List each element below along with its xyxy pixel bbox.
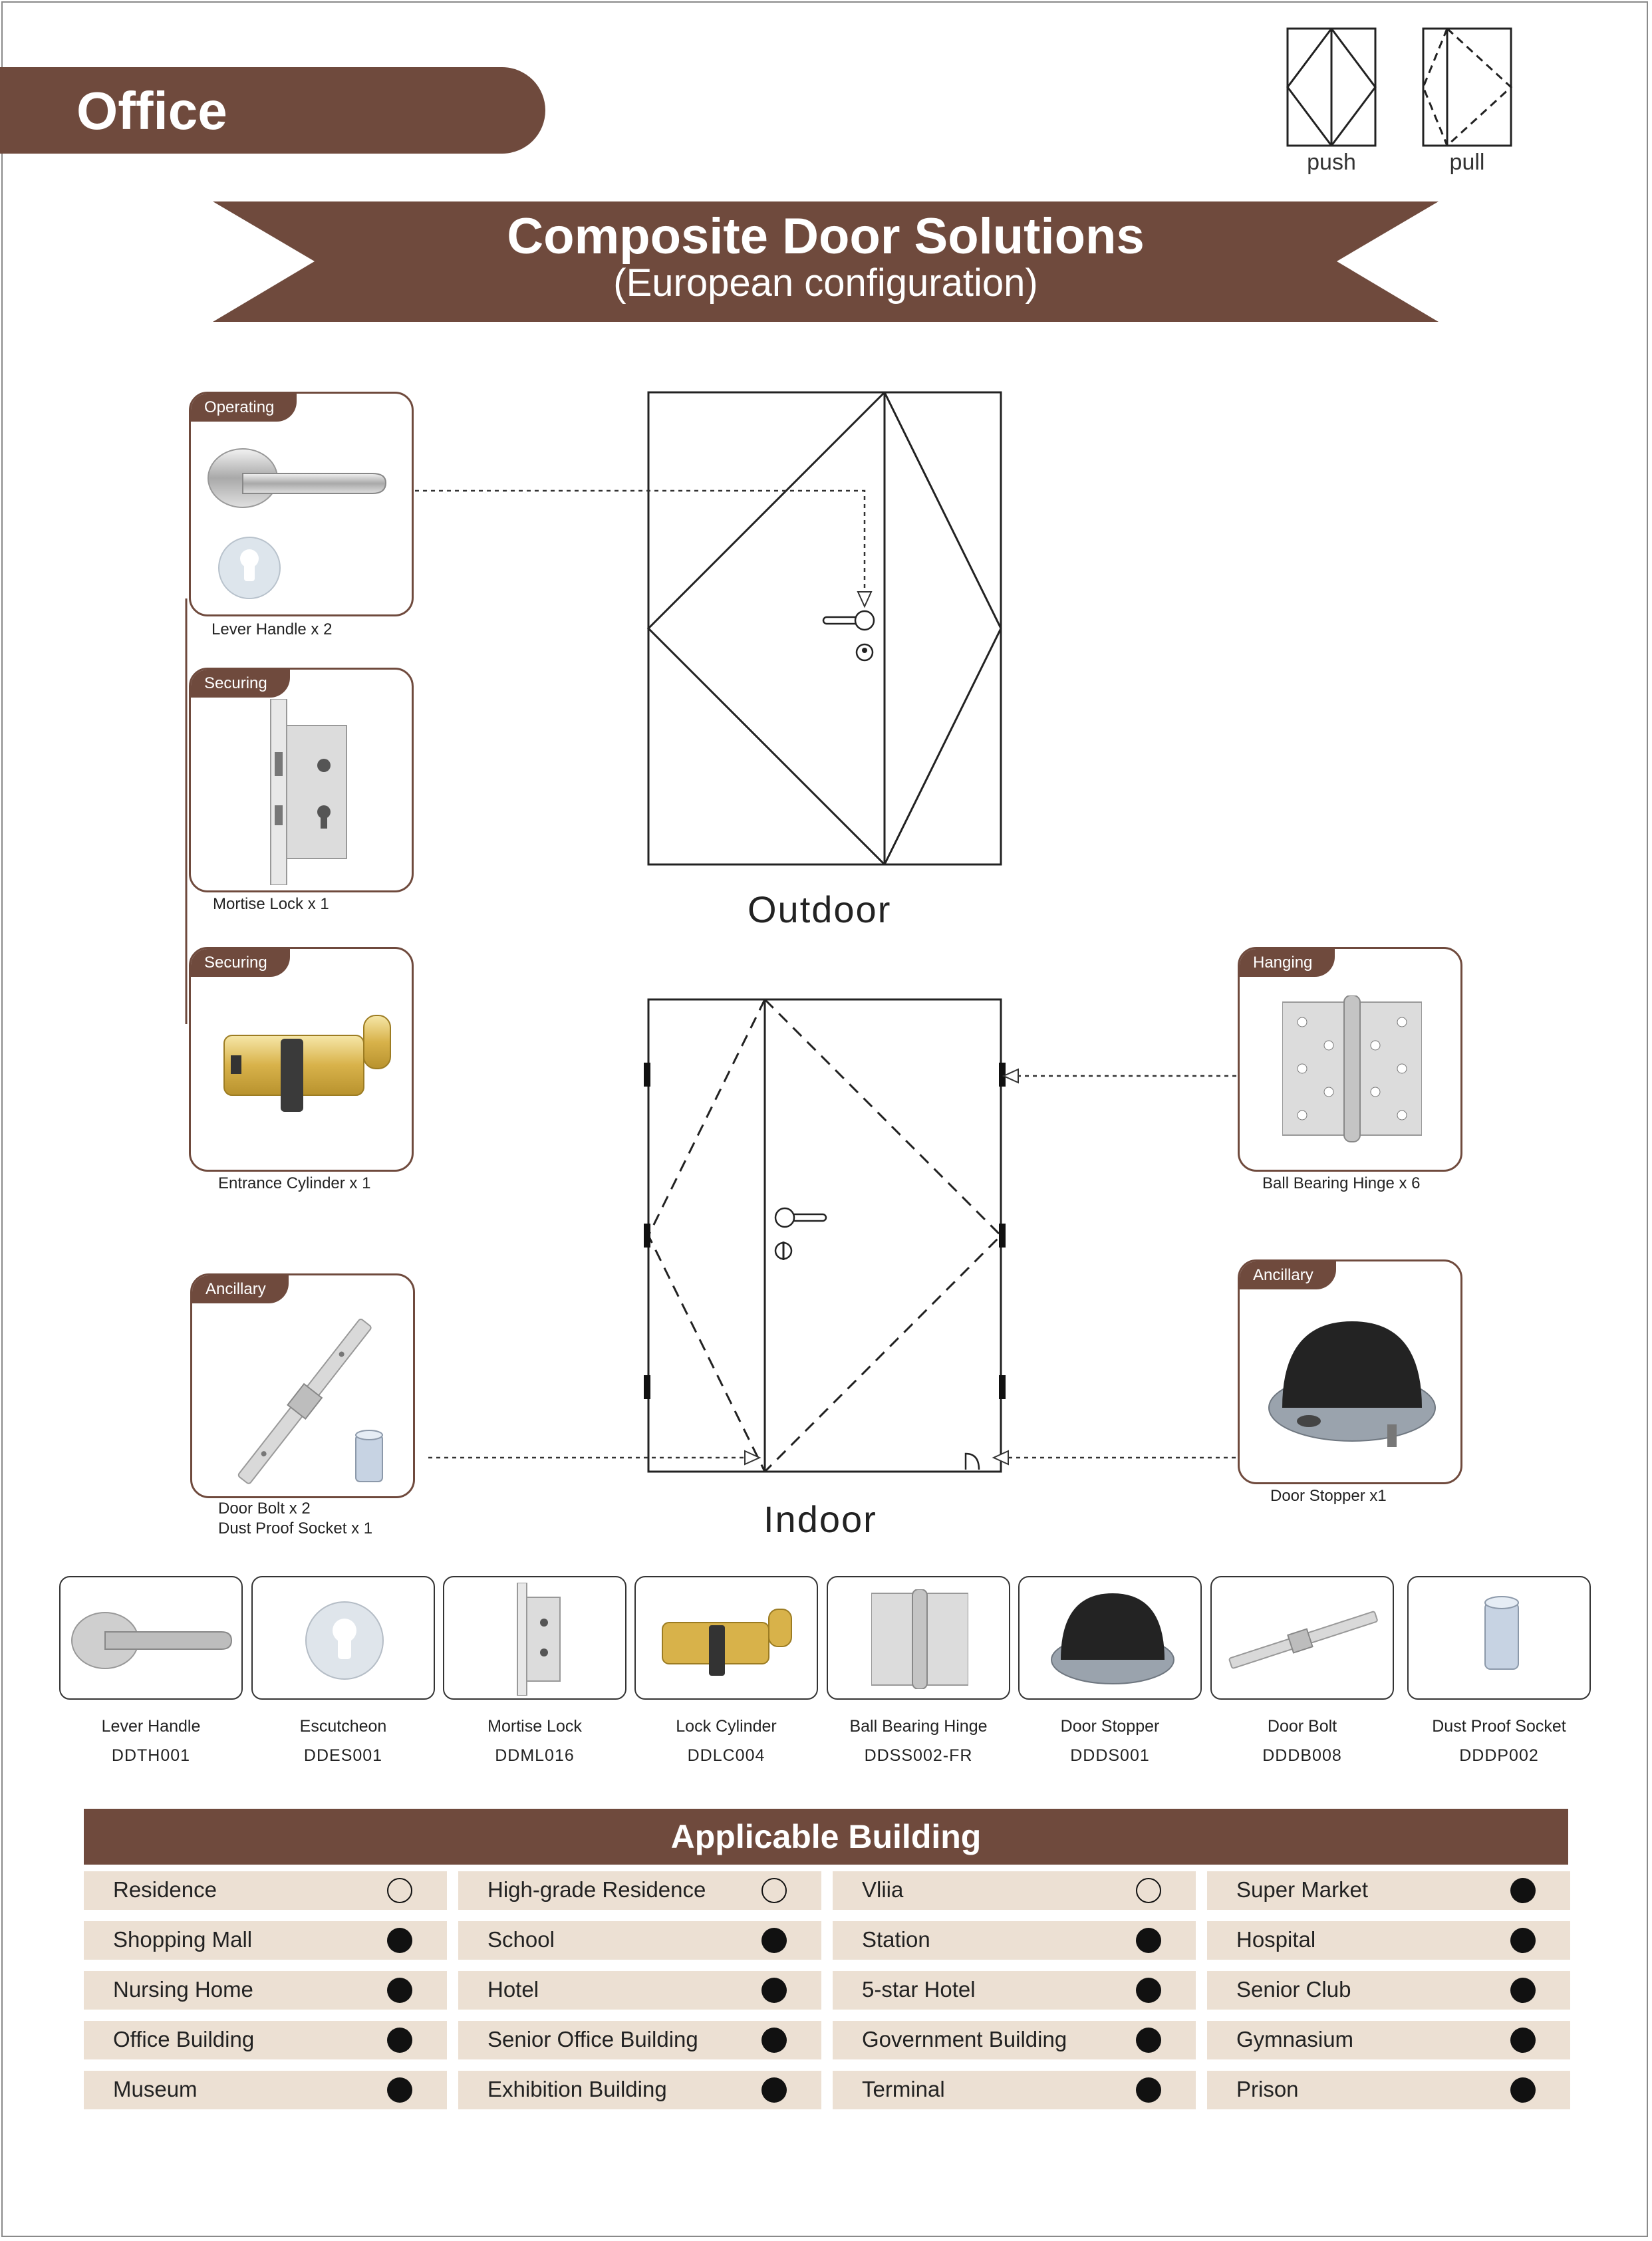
mortise-lock-icon: [511, 1583, 564, 1696]
door-stopper-icon: [1046, 1587, 1179, 1693]
building-row: [1207, 2071, 1570, 2109]
building-row: [833, 1921, 1196, 1960]
building-row: [458, 2021, 821, 2059]
building-name: Terminal: [862, 2077, 945, 2101]
component-card-hinge: [1238, 947, 1462, 1172]
building-name: Government Building: [862, 2027, 1067, 2051]
lever-handle-icon: [203, 442, 402, 601]
building-row: [833, 1971, 1196, 2010]
product-code: DDDP002: [1459, 1746, 1539, 1765]
push-legend-icon: [1286, 27, 1377, 147]
applicable-empty-dot-icon: [387, 1878, 412, 1903]
applicable-filled-dot-icon: [1136, 2077, 1161, 2103]
product-name: Lever Handle: [101, 1717, 201, 1736]
applicable-filled-dot-icon: [1510, 1878, 1536, 1903]
product-card-dust-socket[interactable]: [1407, 1576, 1591, 1700]
building-name: Senior Club: [1236, 1977, 1351, 2002]
card-tag: Securing: [191, 949, 290, 977]
building-name: Nursing Home: [113, 1977, 253, 2002]
product-code: DDDS001: [1070, 1746, 1150, 1765]
card-tag: Hanging: [1240, 949, 1335, 977]
building-name: Prison: [1236, 2077, 1299, 2101]
outdoor-door-diagram: [645, 389, 1004, 868]
applicable-empty-dot-icon: [1136, 1878, 1161, 1903]
product-code: DDTH001: [111, 1746, 191, 1765]
connector-arrow: [991, 1444, 1240, 1471]
product-name: Mortise Lock: [487, 1717, 582, 1736]
section-tab: [0, 67, 545, 154]
component-card-lever-handle: [189, 392, 414, 616]
product-card-lock-cylinder[interactable]: [634, 1576, 818, 1700]
building-row: [1207, 1971, 1570, 2010]
product-card-door-bolt[interactable]: [1210, 1576, 1394, 1700]
product-card-hinge[interactable]: [827, 1576, 1010, 1700]
applicable-filled-dot-icon: [1510, 1978, 1536, 2003]
building-name: High-grade Residence: [487, 1877, 706, 1902]
component-caption: Door Stopper x1: [1270, 1487, 1387, 1505]
building-name: Gymnasium: [1236, 2027, 1354, 2051]
component-caption: Door Bolt x 2: [218, 1500, 311, 1517]
product-name: Dust Proof Socket: [1432, 1717, 1566, 1736]
component-caption: Mortise Lock x 1: [213, 895, 329, 913]
applicable-building-header: [84, 1809, 1568, 1865]
building-name: Hospital: [1236, 1927, 1316, 1952]
building-name: Exhibition Building: [487, 2077, 667, 2101]
product-name: Escutcheon: [299, 1717, 387, 1736]
applicable-filled-dot-icon: [761, 2077, 787, 2103]
card-tag: Ancillary: [192, 1275, 289, 1303]
applicable-filled-dot-icon: [387, 1978, 412, 2003]
product-card-door-stopper[interactable]: [1018, 1576, 1202, 1700]
product-card-lever-handle[interactable]: [59, 1576, 243, 1700]
applicable-filled-dot-icon: [387, 2028, 412, 2053]
building-row: [833, 2071, 1196, 2109]
building-row: [1207, 2021, 1570, 2059]
building-row: [84, 2071, 447, 2109]
building-row: [458, 1971, 821, 2010]
applicable-filled-dot-icon: [1136, 2028, 1161, 2053]
building-row: [84, 1971, 447, 2010]
component-card-door-bolt: [190, 1273, 415, 1498]
product-code: DDSS002-FR: [864, 1746, 973, 1765]
building-name: School: [487, 1927, 555, 1952]
building-name: Vliia: [862, 1877, 904, 1902]
hinge-icon: [1282, 995, 1422, 1148]
product-card-escutcheon[interactable]: [251, 1576, 435, 1700]
door-bolt-icon: [1224, 1597, 1383, 1684]
building-name: Office Building: [113, 2027, 255, 2051]
building-row: [1207, 1871, 1570, 1910]
building-name: Residence: [113, 1877, 217, 1902]
applicable-filled-dot-icon: [1510, 2077, 1536, 2103]
product-code: DDML016: [495, 1746, 575, 1765]
connector-arrow: [1001, 1064, 1240, 1091]
applicable-filled-dot-icon: [1510, 2028, 1536, 2053]
applicable-filled-dot-icon: [1136, 1928, 1161, 1953]
building-name: Museum: [113, 2077, 198, 2101]
applicable-filled-dot-icon: [387, 2077, 412, 2103]
card-tag: Ancillary: [1240, 1261, 1336, 1289]
component-caption-2: Dust Proof Socket x 1: [218, 1519, 373, 1537]
pull-label: pull: [1449, 150, 1485, 175]
applicable-filled-dot-icon: [1136, 1978, 1161, 2003]
component-card-door-stopper: [1238, 1259, 1462, 1484]
product-code: DDES001: [303, 1746, 383, 1765]
building-name: Station: [862, 1927, 930, 1952]
lock-cylinder-icon: [656, 1596, 802, 1682]
component-caption: Lever Handle x 2: [211, 620, 333, 638]
mortise-lock-icon: [251, 699, 357, 885]
card-tag: Operating: [191, 394, 297, 422]
applicable-empty-dot-icon: [761, 1878, 787, 1903]
product-name: Ball Bearing Hinge: [849, 1717, 988, 1736]
lever-handle-icon: [69, 1604, 235, 1677]
banner-title: Composite Door Solutions: [507, 208, 1145, 265]
product-name: Door Stopper: [1060, 1717, 1160, 1736]
building-name: Hotel: [487, 1977, 539, 2002]
product-name: Door Bolt: [1267, 1717, 1337, 1736]
indoor-door-diagram: [638, 996, 1008, 1476]
lock-cylinder-icon: [217, 1002, 397, 1135]
applicable-filled-dot-icon: [761, 2028, 787, 2053]
product-code: DDDB008: [1262, 1746, 1342, 1765]
pull-legend-icon: [1422, 27, 1512, 147]
push-label: push: [1307, 150, 1356, 175]
applicable-building-title: Applicable Building: [670, 1818, 982, 1855]
connector-arrow: [426, 1444, 771, 1471]
dust-socket-icon: [1478, 1593, 1525, 1680]
building-row: [84, 1921, 447, 1960]
building-row: [84, 2021, 447, 2059]
product-card-mortise-lock[interactable]: [443, 1576, 626, 1700]
building-row: [458, 1871, 821, 1910]
applicable-filled-dot-icon: [387, 1928, 412, 1953]
building-row: [1207, 1921, 1570, 1960]
component-caption: Entrance Cylinder x 1: [218, 1174, 371, 1192]
applicable-filled-dot-icon: [761, 1978, 787, 2003]
door-stopper-icon: [1262, 1308, 1442, 1461]
applicable-filled-dot-icon: [1510, 1928, 1536, 1953]
building-name: Senior Office Building: [487, 2027, 698, 2051]
outdoor-label: Outdoor: [748, 888, 892, 930]
card-tag: Securing: [191, 670, 290, 698]
connector-arrow: [412, 479, 878, 612]
escutcheon-icon: [305, 1597, 384, 1684]
component-caption: Ball Bearing Hinge x 6: [1262, 1174, 1421, 1192]
building-row: [458, 1921, 821, 1960]
product-code: DDLC004: [687, 1746, 765, 1765]
building-row: [458, 2071, 821, 2109]
building-name: 5-star Hotel: [862, 1977, 976, 2002]
building-name: Super Market: [1236, 1877, 1369, 1902]
indoor-label: Indoor: [763, 1498, 877, 1540]
building-row: [84, 1871, 447, 1910]
hinge-icon: [871, 1589, 968, 1689]
product-name: Lock Cylinder: [676, 1717, 777, 1736]
building-row: [833, 2021, 1196, 2059]
building-row: [833, 1871, 1196, 1910]
building-name: Shopping Mall: [113, 1927, 253, 1952]
component-card-mortise-lock: [189, 668, 414, 892]
door-bolt-icon: [212, 1302, 405, 1495]
banner-subtitle: (European configuration): [613, 261, 1038, 305]
component-card-entrance-cylinder: [189, 947, 414, 1172]
applicable-filled-dot-icon: [761, 1928, 787, 1953]
section-title: Office: [76, 81, 227, 140]
